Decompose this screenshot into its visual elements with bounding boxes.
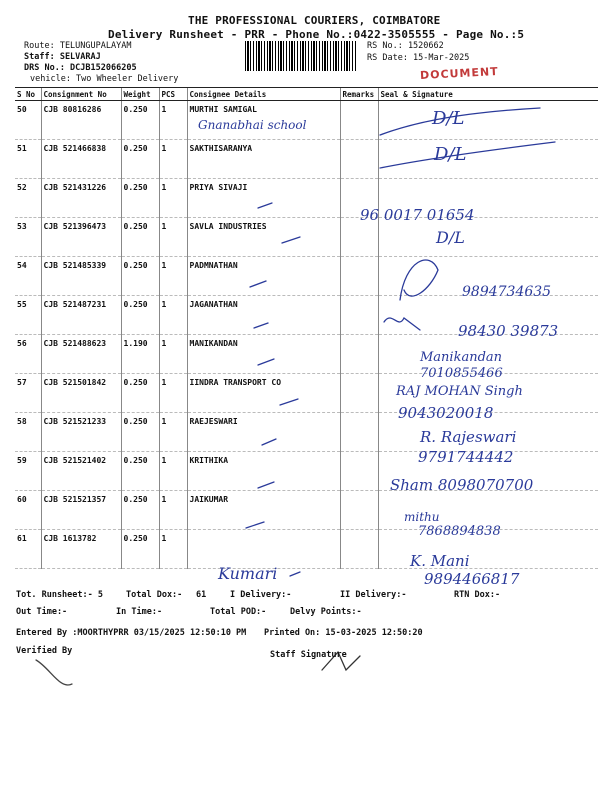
row-consignee: IINDRA TRANSPORT CO	[187, 374, 340, 413]
row-sno: 53	[15, 218, 41, 257]
row-pcs: 1	[159, 530, 187, 569]
row-sno: 52	[15, 179, 41, 218]
col-signature: Seal & Signature	[378, 88, 598, 101]
row-consignee: RAEJESWARI	[187, 413, 340, 452]
row-weight: 0.250	[121, 179, 159, 218]
tick-mark	[258, 359, 274, 365]
handwritten-signature-56b: 7010855466	[420, 366, 503, 381]
runsheet-subtitle: Delivery Runsheet - PRR - Phone No.:0422-3505555 - Page No.:5	[108, 28, 525, 41]
tick-mark	[258, 203, 272, 208]
company-title: THE PROFESSIONAL COURIERS, COIMBATORE	[188, 14, 441, 27]
ii-delivery: II Delivery:-	[340, 590, 407, 600]
row-weight: 0.250	[121, 452, 159, 491]
total-pod: Total POD:-	[210, 607, 267, 617]
vehicle-label: vehicle: Two Wheeler Delivery	[30, 74, 179, 84]
row-consignment: CJB 521431226	[41, 179, 121, 218]
row-pcs: 1	[159, 452, 187, 491]
verified-by: Verified By	[16, 646, 73, 656]
signature-stroke	[400, 260, 438, 300]
tick-mark	[254, 323, 268, 328]
row-consignment: CJB 521521402	[41, 452, 121, 491]
col-weight: Weight	[121, 88, 159, 101]
handwritten-signature-53b: D/L	[436, 228, 465, 247]
row-weight: 0.250	[121, 374, 159, 413]
row-pcs: 1	[159, 179, 187, 218]
printed-on: Printed On: 15-03-2025 12:50:20	[264, 628, 423, 638]
handwritten-consignee-50: Gnanabhai school	[198, 118, 307, 132]
row-sno: 61	[15, 530, 41, 569]
verified-signature-stroke	[36, 660, 72, 685]
i-delivery: I Delivery:-	[230, 590, 292, 600]
staff-signature-label: Staff Signature	[270, 650, 347, 660]
row-consignment: CJB 521466838	[41, 140, 121, 179]
row-sno: 50	[15, 101, 41, 140]
total-dox-value: 61	[196, 590, 207, 600]
row-weight: 1.190	[121, 335, 159, 374]
staff-label: Staff: SELVARAJ	[24, 52, 101, 62]
row-consignee: KRITHIKA	[187, 452, 340, 491]
row-sno: 54	[15, 257, 41, 296]
handwritten-signature-56: Manikandan	[420, 350, 503, 365]
row-weight: 0.250	[121, 491, 159, 530]
row-weight: 0.250	[121, 257, 159, 296]
row-consignee: JAGANATHAN	[187, 296, 340, 335]
row-weight: 0.250	[121, 296, 159, 335]
row-weight: 0.250	[121, 101, 159, 140]
row-pcs: 1	[159, 101, 187, 140]
row-sno: 59	[15, 452, 41, 491]
handwritten-signature-61: K. Mani	[410, 552, 470, 570]
handwritten-signature-60b: 7868894838	[418, 524, 501, 539]
row-sno: 57	[15, 374, 41, 413]
handwritten-signature-57: RAJ MOHAN Singh	[396, 384, 523, 399]
handwritten-consignee-61: Kumari	[218, 564, 278, 583]
row-consignment: CJB 521485339	[41, 257, 121, 296]
signature-stroke	[380, 142, 555, 168]
row-consignment: CJB 1613782	[41, 530, 121, 569]
handwritten-signature-59: Sham 8098070700	[390, 476, 534, 494]
row-consignee: PADMNATHAN	[187, 257, 340, 296]
rtn-dox: RTN Dox:-	[454, 590, 501, 600]
row-pcs: 1	[159, 413, 187, 452]
row-weight: 0.250	[121, 413, 159, 452]
col-consignee: Consignee Details	[187, 88, 340, 101]
handwritten-signature-57b: 9043020018	[398, 404, 494, 422]
row-sno: 58	[15, 413, 41, 452]
handwritten-signature-58b: 9791744442	[418, 448, 514, 466]
handwritten-signature-54: 9894734635	[462, 284, 552, 300]
handwritten-signature-55: 98430 39873	[458, 322, 559, 340]
row-consignee: JAIKUMAR	[187, 491, 340, 530]
row-sno: 56	[15, 335, 41, 374]
tick-mark	[282, 237, 300, 243]
tick-mark	[280, 399, 298, 405]
row-pcs: 1	[159, 296, 187, 335]
row-consignment: CJB 521488623	[41, 335, 121, 374]
col-pcs: PCS	[159, 88, 187, 101]
row-consignment: CJB 521396473	[41, 218, 121, 257]
tick-mark	[262, 439, 276, 445]
row-consignment: CJB 521487231	[41, 296, 121, 335]
col-consignment: Consignment No	[41, 88, 121, 101]
rs-number: RS No.: 1520662	[367, 41, 444, 51]
handwritten-signature-60: mithu	[404, 510, 440, 524]
tick-mark	[258, 482, 274, 488]
row-sno: 51	[15, 140, 41, 179]
row-consignment: CJB 521521357	[41, 491, 121, 530]
row-consignee: MANIKANDAN	[187, 335, 340, 374]
total-dox-label: Total Dox:-	[126, 590, 183, 600]
col-sno: S No	[15, 88, 41, 101]
entered-by: Entered By :MOORTHYPRR 03/15/2025 12:50:10 PM	[16, 628, 247, 638]
row-pcs: 1	[159, 374, 187, 413]
drs-number: DRS No.: DCJB152066205	[24, 63, 137, 73]
rs-date: RS Date: 15-Mar-2025	[367, 53, 470, 63]
row-consignee: MURTHI SAMIGAL	[187, 101, 340, 140]
row-pcs: 1	[159, 218, 187, 257]
signature-stroke	[384, 318, 420, 330]
document-stamp: DOCUMENT	[419, 64, 499, 83]
route-label: Route: TELUNGUPALAYAM	[24, 41, 132, 51]
handwritten-signature-50: D/L	[432, 108, 465, 129]
out-time: Out Time:-	[16, 607, 68, 617]
handwritten-signature-53: 96 0017 01654	[360, 206, 475, 224]
total-runsheet: Tot. Runsheet:- 5	[16, 590, 103, 600]
row-pcs: 1	[159, 140, 187, 179]
row-consignee: SAVLA INDUSTRIES	[187, 218, 340, 257]
row-consignee: SAKTHISARANYA	[187, 140, 340, 179]
row-pcs: 1	[159, 491, 187, 530]
row-consignment: CJB 80816286	[41, 101, 121, 140]
row-sno: 55	[15, 296, 41, 335]
in-time: In Time:-	[116, 607, 163, 617]
signature-stroke	[380, 108, 540, 135]
tick-mark	[246, 522, 264, 528]
row-weight: 0.250	[121, 530, 159, 569]
row-weight: 0.250	[121, 140, 159, 179]
row-consignment: CJB 521501842	[41, 374, 121, 413]
row-consignment: CJB 521521233	[41, 413, 121, 452]
handwritten-signature-61b: 9894466817	[424, 570, 520, 588]
tick-mark	[250, 281, 266, 287]
handwritten-signature-51: D/L	[434, 144, 467, 165]
row-pcs: 1	[159, 335, 187, 374]
tick-mark	[290, 572, 300, 576]
row-sno: 60	[15, 491, 41, 530]
row-weight: 0.250	[121, 218, 159, 257]
delvy-points: Delvy Points:-	[290, 607, 362, 617]
row-pcs: 1	[159, 257, 187, 296]
handwritten-signature-58: R. Rajeswari	[420, 428, 517, 446]
col-remarks: Remarks	[340, 88, 378, 101]
row-consignee: PRIYA SIVAJI	[187, 179, 340, 218]
